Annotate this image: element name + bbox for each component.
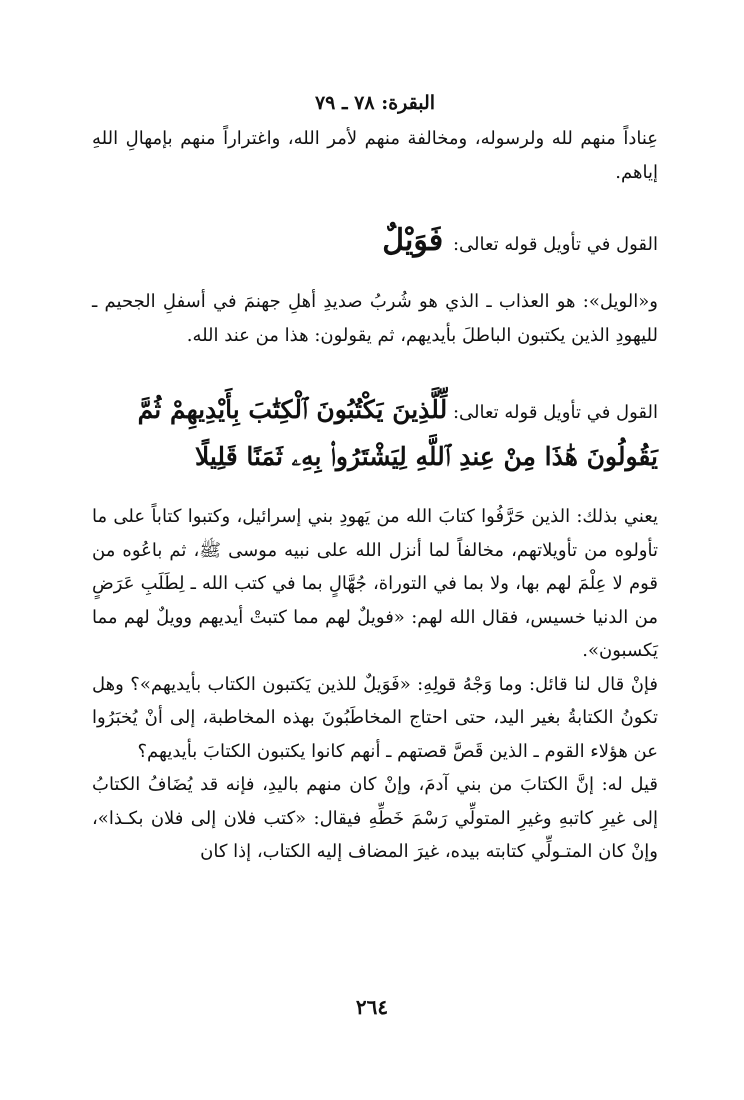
- page-number: ٢٦٤: [355, 995, 389, 1019]
- page-body: [92, 88, 658, 869]
- running-head: البقرة: ٧٨ ـ ٧٩: [314, 92, 436, 114]
- paragraph-4: فإنْ قال لنا قائل: وما وَجْهُ قولِهِ: «فَوَيلٌ للذين يَكتبون الكتاب بأيديهم»؟ وهل تكونُ الكتابةُ بغير اليد، حتى احتاج المخاطَبُونَ بهذه المخاطبة، إلى أنْ يُخبَرُوا عن هؤلاء القوم ـ الذين قَصَّ قصتهم ـ أنهم كانوا يكتبون الكتابَ بأيديهم؟: [92, 673, 658, 762]
- section-heading-2: [92, 388, 658, 482]
- heading-1-quran-text: فَوَيْلٌ: [382, 223, 444, 258]
- paragraph-1: عِناداً منهم لله ولرسوله، ومخالفة منهم لأمر الله، واغتراراً منهم بإمهالِ اللهِ إياهم.: [92, 128, 658, 183]
- paragraph-2: و«الويل»: هو العذاب ـ الذي هو شُربُ صديدِ أهلِ جهنمَ في أسفلِ الجحيم ـ لليهودِ الذين يكتبون الباطلَ بأيديهم، ثم يقولون: هذا من عند الله.: [92, 291, 658, 346]
- heading-2-quran-text: لِّلَّذِينَ يَكْتُبُونَ ٱلْكِتَٰبَ بِأَيْدِيهِمْ ثُمَّ يَقُولُونَ هَٰذَا مِنْ عِندِ ٱللَّهِ لِيَشْتَرُوا۟ بِهِۦ ثَمَنًا قَلِيلًا: [137, 395, 658, 471]
- heading-2-label: القول في تأويل قوله تعالى:: [452, 402, 658, 423]
- paragraph-3: يعني بذلك: الذين حَرَّفُوا كتابَ الله من يَهودِ بني إسرائيل، وكتبوا كتاباً على ما تأولوه من تأويلاتهم، مخالفاً لما أنزل الله على نبيه موسى ﷺ، ثم باعُوه من قوم لا عِلْمَ لهم بها، ولا بما في التوراة، جُهَّالٍ بما في كتب الله ـ لِطَلَبِ عَرَضٍ من الدنيا خسيس، فقال الله لهم: «فويلٌ لهم مما كتبتْ أيديهم وويلٌ لهم مما يَكسبون».: [92, 506, 658, 661]
- section-heading-1: [92, 221, 658, 265]
- paragraph-5: قيل له: إنَّ الكتابَ من بني آدمَ، وإنْ كان منهم باليدِ، فإنه قد يُضَافُ الكتابُ إلى غيرِ كاتبهِ وغيرِ المتولِّي رَسْمَ خَطِّهِ فيقال: «كتب فلان إلى فلان بكـذا»، وإنْ كان المتـولِّي كتابته بيده، غيرَ المضاف إليه الكتاب، إذا كان: [92, 774, 658, 862]
- heading-1-label: القول في تأويل قوله تعالى:: [452, 234, 658, 255]
